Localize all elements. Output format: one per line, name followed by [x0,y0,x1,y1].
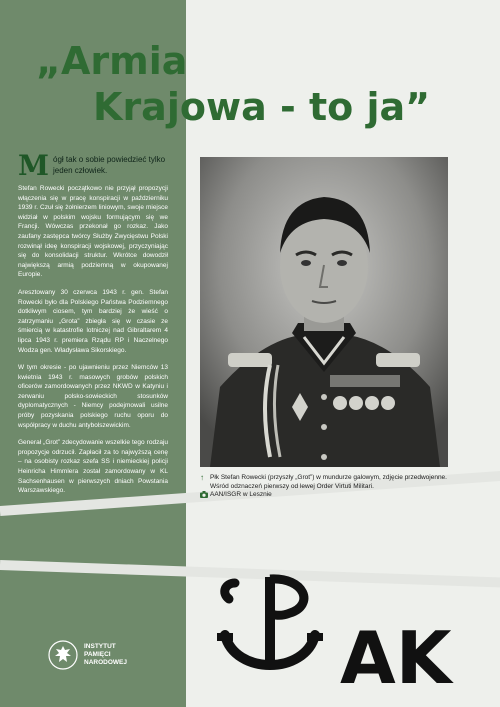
logo-line-3: NARODOWEJ [84,659,127,666]
portrait-illustration [200,157,448,467]
caption-source: AAN/ISGR w Lesznie [210,491,272,499]
lead-text: ógł tak o sobie powiedzieć tylko jeden człowiek. [53,155,166,175]
camera-icon [200,491,210,500]
paragraph: Stefan Rowecki początkowo nie przyjął propozycji włączenia się w pracę konspiracji w październiku 1939 r. Czuł się żołnierzem liniowym, swoje miejsce widział w polskim wojsku formującym się we Francji. Wówczas przekonał go rozkaz. Jako zaufany zastępca twórcy Służby Zwycięstwu Polski rozwinął ideę konspiracji wojskowej, przyczyniając się do konsolidacji struktur. Wkrótce dowodził największą armią podziemną w okupowanej Europie. [18,185,168,279]
ak-letters: AK [340,616,452,695]
caption-line-2: Wśród odznaczeń pierwszy od lewej Order Virtuti Militari. [210,482,374,490]
drop-cap: M [18,149,49,182]
logo-line-1: INSTYTUT [84,643,116,650]
paragraph: W tym okresie - po ujawnieniu przez Niemców 13 kwietnia 1943 r. masowych grobów polskich oficerów zamordowanych przez NKWD w Katyniu i zerwaniu polsko-sowieckich stosunków dyplomatycznych - Niemcy podejmowali usilne próby pozyskania polskiego ruchu oporu do współpracy w duchu antybolszewickim. [18,364,168,429]
eagle-emblem-icon [48,640,78,670]
caption-line-1: Płk Stefan Rowecki (przyszły „Grot”) w mundurze galowym, zdjęcie przedwojenne. [210,474,447,481]
paragraph: Aresztowany 30 czerwca 1943 r. gen. Stefan Rowecki było dla Polskiego Państwa Podziemnego dotkliwym ciosem, tym bardziej że wieść o zatrzymaniu „Grota” zbiegła się w czasie ze śmiercią w katastrofie lotniczej nad Gibraltarem 4 lipca 1943 r. premiera Rządu RP i Naczelnego Wodza gen. Władysława Sikorskiego. [18,288,168,354]
title-line-2: Krajowa - to ja” [93,85,431,129]
article-text [18,149,168,504]
polska-walczaca-anchor-emblem [195,565,475,695]
title-line-1: „Armia [36,39,188,83]
photo-caption [200,474,480,500]
arrow-up-icon: ↑ [200,473,204,482]
logo-text [84,643,127,667]
ipn-logo [48,640,127,670]
logo-line-2: PAMIĘCI [84,651,111,658]
portrait-photo [200,157,448,467]
paragraph: Generał „Grot” zdecydowanie wszelkie tego rodzaju propozycje odrzucił. Zapłacił za to najwyższą cenę – na osobisty rozkaz szefa SS i niemieckiej policji Heinricha Himmlera został zamordowany w KL Sachsenhausen w pierwszych dniach Powstania Warszawskiego. [18,439,168,495]
lead-paragraph [18,149,168,182]
caption-row [200,474,480,491]
caption-text [210,474,447,491]
caption-source-row [200,491,480,500]
